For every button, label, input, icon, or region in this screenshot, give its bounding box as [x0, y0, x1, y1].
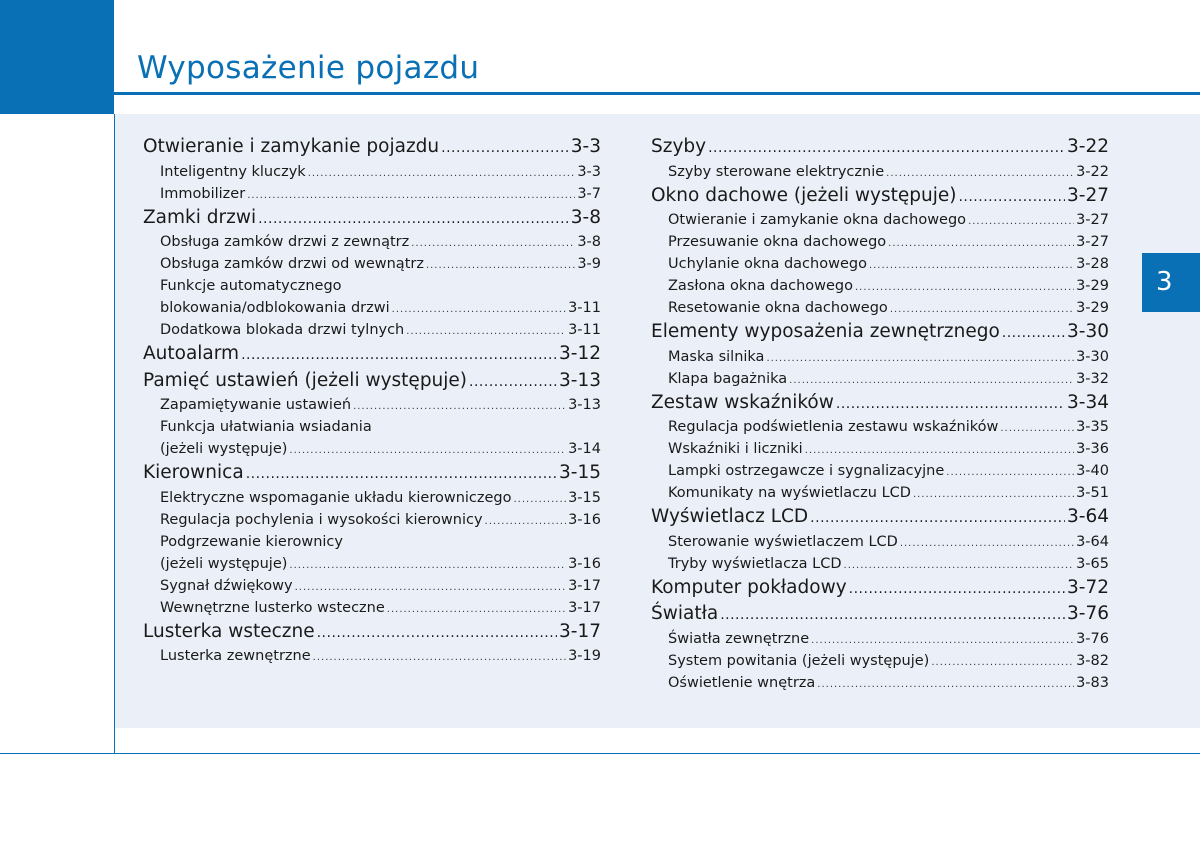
dot-leader — [968, 211, 1074, 233]
dot-leader — [313, 647, 566, 669]
toc-subentry-label: Podgrzewanie kierownicy — [160, 533, 343, 550]
toc-entry-label: Światła — [651, 603, 719, 624]
toc-section-entry[interactable] — [651, 575, 1109, 602]
toc-page-number: 3-22 — [1067, 136, 1109, 157]
toc-subentry[interactable] — [143, 319, 601, 341]
toc-entry-label: (jeżeli występuje) — [160, 441, 288, 457]
toc-subentry[interactable] — [651, 209, 1109, 231]
toc-entry-label: Lusterka zewnętrzne — [160, 648, 311, 664]
toc-page-number: 3-9 — [577, 256, 601, 272]
toc-page-number: 3-83 — [1076, 674, 1109, 691]
toc-page-number: 3-17 — [568, 599, 601, 616]
toc-entry-label: Maska silnika — [668, 348, 765, 365]
toc-page-number: 3-13 — [568, 397, 601, 413]
toc-section-entry[interactable] — [143, 619, 601, 646]
toc-page-number: 3-51 — [1076, 485, 1109, 501]
toc-page-number: 3-29 — [1076, 278, 1109, 294]
toc-entry-label: Komputer pokładowy — [651, 576, 847, 598]
dot-leader — [426, 255, 575, 277]
toc-entry-label: Zamki drzwi — [143, 206, 257, 228]
toc-subentry[interactable] — [651, 297, 1109, 319]
dot-leader — [1000, 418, 1074, 440]
dot-leader — [869, 255, 1074, 277]
toc-page-number: 3-64 — [1076, 533, 1109, 550]
toc-page-number: 3-36 — [1076, 441, 1109, 457]
toc-entry-label: Elektryczne wspomaganie układu kierowniczego — [160, 489, 512, 506]
toc-page-number: 3-27 — [1076, 212, 1109, 228]
dot-leader — [485, 511, 567, 533]
toc-page-number: 3-35 — [1076, 419, 1109, 435]
dot-leader — [849, 576, 1065, 603]
toc-entry-label: Komunikaty na wyświetlaczu LCD — [668, 485, 911, 501]
toc-entry-label: Inteligentny kluczyk — [160, 163, 306, 180]
toc-subentry[interactable] — [143, 438, 601, 460]
toc-subentry[interactable] — [143, 253, 601, 275]
toc-entry-label: Lampki ostrzegawcze i sygnalizacyjne — [668, 463, 945, 479]
toc-section-entry[interactable] — [143, 460, 601, 487]
toc-page-number: 3-30 — [1076, 348, 1109, 365]
dot-leader — [246, 461, 557, 488]
toc-subentry[interactable] — [651, 482, 1109, 504]
toc-subentry[interactable] — [651, 231, 1109, 253]
title-underline — [114, 92, 1200, 95]
toc-entry-label: Otwieranie i zamykanie okna dachowego — [668, 212, 967, 228]
dot-leader — [931, 652, 1074, 674]
toc-subentry[interactable] — [143, 231, 601, 253]
toc-entry-label: Immobilizer — [160, 185, 246, 202]
dot-leader — [289, 555, 566, 577]
toc-subentry[interactable] — [143, 297, 601, 319]
toc-page-number: 3-30 — [1067, 321, 1109, 342]
toc-entry-label: Wyświetlacz LCD — [651, 506, 809, 527]
dot-leader — [392, 299, 566, 321]
toc-entry-label: Obsługa zamków drzwi z zewnątrz — [160, 234, 410, 250]
toc-subentry[interactable] — [651, 346, 1109, 368]
toc-subentry[interactable] — [651, 650, 1109, 672]
toc-page-number: 3-82 — [1076, 652, 1109, 669]
toc-entry-label: Uchylanie okna dachowego — [668, 256, 867, 272]
toc-subentry[interactable] — [651, 253, 1109, 275]
toc-entry-label: Obsługa zamków drzwi od wewnątrz — [160, 256, 424, 272]
toc-entry-label: Dodatkowa blokada drzwi tylnych — [160, 322, 405, 338]
dot-leader — [317, 620, 557, 647]
toc-subentry[interactable] — [651, 553, 1109, 575]
page-title: Wyposażenie pojazdu — [137, 50, 480, 86]
toc-page-number: 3-28 — [1076, 256, 1109, 272]
toc-subentry-label: Funkcje automatycznego — [160, 278, 342, 294]
toc-page-number: 3-11 — [568, 322, 601, 338]
toc-page-number: 3-3 — [577, 163, 601, 180]
dot-leader — [469, 369, 557, 396]
toc-page-number: 3-64 — [1067, 506, 1109, 527]
toc-entry-label: Zapamiętywanie ustawień — [160, 397, 352, 413]
toc-subentry[interactable] — [143, 183, 601, 205]
toc-entry-label: Pamięć ustawień (jeżeli występuje) — [143, 369, 468, 391]
dot-leader — [411, 233, 575, 255]
toc-page-number: 3-16 — [568, 555, 601, 572]
toc-page-number: 3-17 — [568, 577, 601, 594]
toc-section-entry[interactable] — [651, 319, 1109, 346]
toc-page-number: 3-13 — [559, 369, 601, 391]
dot-leader — [708, 135, 1065, 162]
toc-entry-label: Tryby wyświetlacza LCD — [668, 555, 842, 572]
toc-subentry[interactable] — [143, 509, 601, 531]
dot-leader — [387, 599, 566, 621]
toc-subentry[interactable] — [143, 487, 601, 509]
toc-page-number: 3-14 — [568, 441, 601, 457]
dot-leader — [406, 321, 566, 343]
toc-entry-label: Szyby sterowane elektrycznie — [668, 163, 885, 180]
toc-page-number: 3-72 — [1067, 576, 1109, 598]
toc-entry-label: Otwieranie i zamykanie pojazdu — [143, 136, 440, 157]
toc-section-entry[interactable] — [651, 134, 1109, 161]
toc-entry-label: Światła zewnętrzne — [668, 630, 810, 647]
toc-subentry[interactable] — [651, 460, 1109, 482]
toc-entry-label: Przesuwanie okna dachowego — [668, 234, 887, 250]
toc-subentry[interactable] — [651, 672, 1109, 694]
toc-entry-label: Regulacja podświetlenia zestawu wskaźników — [668, 419, 999, 435]
dot-leader — [886, 163, 1074, 185]
dot-leader — [766, 348, 1074, 370]
dot-leader — [811, 630, 1074, 652]
toc-entry-label: blokowania/odblokowania drzwi — [160, 300, 390, 316]
toc-entry-label: Sterowanie wyświetlaczem LCD — [668, 533, 898, 550]
toc-subentry[interactable] — [651, 438, 1109, 460]
dot-leader — [817, 674, 1074, 696]
dot-leader — [844, 555, 1075, 577]
toc-section-entry[interactable] — [651, 504, 1109, 531]
dot-leader — [836, 391, 1065, 418]
dot-leader — [1002, 320, 1065, 347]
toc-subentry[interactable] — [651, 275, 1109, 297]
toc-subentry[interactable] — [143, 575, 601, 597]
dot-leader — [241, 342, 557, 369]
toc-page-number: 3-22 — [1076, 163, 1109, 180]
toc-section-entry[interactable] — [143, 134, 601, 161]
dot-leader — [514, 489, 567, 511]
toc-subentry[interactable] — [143, 394, 601, 416]
toc-entry-label: Wewnętrzne lusterko wsteczne — [160, 599, 385, 616]
toc-entry-label: Oświetlenie wnętrza — [668, 674, 816, 691]
dot-leader — [958, 184, 1065, 211]
dot-leader — [247, 185, 575, 207]
toc-page-number: 3-7 — [577, 185, 601, 202]
toc-subentry[interactable] — [143, 161, 601, 183]
dot-leader — [289, 440, 566, 462]
toc-entry-label: Wskaźniki i liczniki — [668, 441, 803, 457]
toc-page-number: 3-12 — [559, 343, 601, 364]
toc-page-number: 3-40 — [1076, 463, 1109, 479]
dot-leader — [946, 462, 1074, 484]
dot-leader — [855, 277, 1074, 299]
toc-page-number: 3-8 — [570, 206, 601, 228]
toc-subentry-label: Funkcja ułatwiania wsiadania — [160, 419, 372, 435]
dot-leader — [308, 163, 576, 185]
toc-subentry[interactable] — [143, 553, 601, 575]
toc-entry-label: Zasłona okna dachowego — [668, 278, 853, 294]
toc-page-number: 3-8 — [577, 234, 601, 250]
toc-entry-label: (jeżeli występuje) — [160, 555, 288, 572]
toc-page-number: 3-27 — [1076, 234, 1109, 250]
toc-entry-label: Zestaw wskaźników — [651, 391, 834, 413]
toc-page-number: 3-32 — [1076, 370, 1109, 387]
toc-section-entry[interactable] — [651, 183, 1109, 210]
toc-subentry[interactable] — [143, 645, 601, 667]
toc-right-column — [651, 134, 1109, 694]
dot-leader — [353, 396, 566, 418]
dot-leader — [720, 602, 1065, 629]
dot-leader — [913, 484, 1074, 506]
header-color-block — [0, 0, 114, 114]
toc-page-number: 3-17 — [559, 620, 601, 642]
toc-page-number: 3-19 — [568, 648, 601, 664]
dot-leader — [441, 135, 569, 162]
toc-entry-label: Kierownica — [143, 462, 244, 483]
toc-section-entry[interactable] — [143, 341, 601, 368]
toc-entry-label: Szyby — [651, 136, 707, 157]
dot-leader — [900, 533, 1074, 555]
chapter-tab[interactable]: 3 — [1142, 253, 1200, 312]
toc-entry-label: Klapa bagażnika — [668, 370, 788, 387]
toc-page-number: 3-3 — [570, 136, 601, 157]
toc-section-entry[interactable] — [651, 601, 1109, 628]
toc-subentry[interactable] — [651, 416, 1109, 438]
toc-page-number: 3-15 — [559, 462, 601, 483]
toc-subentry[interactable] — [651, 628, 1109, 650]
toc-subentry[interactable] — [651, 531, 1109, 553]
toc-page-number: 3-11 — [568, 300, 601, 316]
toc-section-entry[interactable] — [143, 205, 601, 232]
dot-leader — [295, 577, 566, 599]
toc-page-number: 3-65 — [1076, 555, 1109, 572]
toc-entry-label: Elementy wyposażenia zewnętrznego — [651, 321, 1000, 342]
toc-section-entry[interactable] — [143, 368, 601, 395]
toc-page-number: 3-15 — [568, 489, 601, 506]
toc-entry-label: System powitania (jeżeli występuje) — [668, 652, 930, 669]
toc-entry-label: Autoalarm — [143, 343, 240, 364]
toc-section-entry[interactable] — [651, 390, 1109, 417]
toc-subentry[interactable] — [651, 161, 1109, 183]
toc-entry-label: Sygnał dźwiękowy — [160, 577, 293, 594]
toc-page-number: 3-29 — [1076, 300, 1109, 316]
toc-entry-label: Lusterka wsteczne — [143, 620, 315, 642]
dot-leader — [890, 299, 1074, 321]
toc-subentry[interactable] — [651, 368, 1109, 390]
dot-leader — [888, 233, 1074, 255]
toc-left-column — [143, 134, 601, 667]
toc-page-number: 3-76 — [1076, 630, 1109, 647]
toc-entry-label: Resetowanie okna dachowego — [668, 300, 888, 316]
dot-leader — [805, 440, 1074, 462]
toc-page-number: 3-76 — [1067, 603, 1109, 624]
toc-subentry[interactable] — [143, 597, 601, 619]
toc-page-number: 3-34 — [1067, 391, 1109, 413]
toc-entry-label: Regulacja pochylenia i wysokości kierownicy — [160, 511, 483, 528]
dot-leader — [258, 206, 569, 233]
left-margin-rule — [114, 114, 115, 754]
dot-leader — [789, 370, 1074, 392]
dot-leader — [810, 505, 1065, 532]
footer-rule — [0, 753, 1200, 754]
toc-page-number: 3-16 — [568, 511, 601, 528]
toc-page-number: 3-27 — [1067, 184, 1109, 206]
toc-entry-label: Okno dachowe (jeżeli występuje) — [651, 184, 957, 206]
